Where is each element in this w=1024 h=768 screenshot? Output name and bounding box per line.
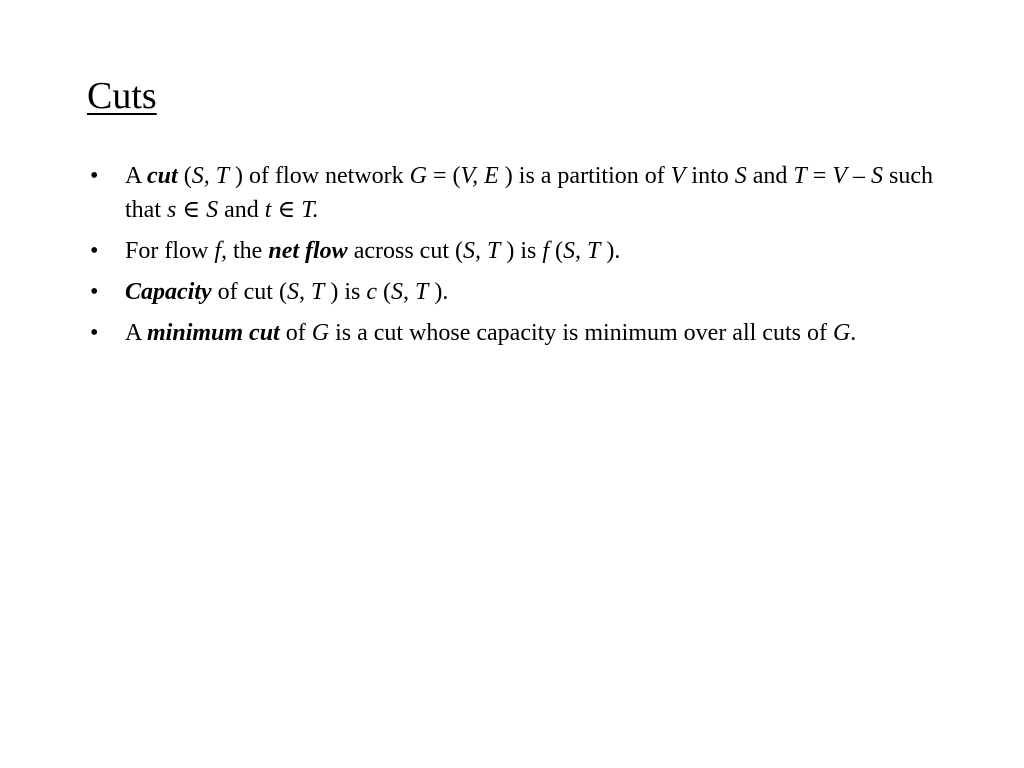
text-segment: S, T <box>390 279 429 305</box>
text-segment: ) is <box>500 238 543 264</box>
text-segment: G <box>832 320 851 346</box>
text-segment: S, T <box>563 238 601 264</box>
text-segment: T <box>793 163 807 189</box>
text-segment: minimum cut <box>147 320 280 346</box>
text-segment: c <box>366 279 377 305</box>
text-segment: V, E <box>460 163 499 189</box>
text-segment: across cut ( <box>347 238 463 264</box>
text-segment: S <box>734 163 747 189</box>
bullet-list <box>90 159 950 357</box>
bullet-text <box>125 279 448 305</box>
text-segment: S, T <box>191 163 230 189</box>
bullet-item <box>90 159 950 227</box>
text-segment: such that <box>125 163 933 223</box>
text-segment: is a cut whose capacity is minimum over all cuts of <box>329 320 833 346</box>
text-segment: t <box>264 197 272 223</box>
bullet-dot-icon: • <box>90 163 99 189</box>
bullet-dot-icon: • <box>90 279 99 305</box>
text-segment: net flow <box>268 238 348 264</box>
text-segment: A <box>125 163 148 189</box>
bullet-text <box>125 163 933 223</box>
text-segment: . <box>850 320 857 346</box>
bullet-text <box>125 238 620 264</box>
bullet-text <box>125 320 856 346</box>
bullet-item <box>90 316 950 350</box>
text-segment: S, T <box>462 238 501 264</box>
bullet-item <box>90 234 950 268</box>
text-segment: S <box>871 163 883 189</box>
text-segment: A <box>125 320 148 346</box>
text-segment: ( <box>177 163 192 189</box>
bullet-dot-icon: • <box>90 238 99 264</box>
text-segment: s <box>167 197 177 223</box>
slide-title: Cuts <box>87 75 157 117</box>
text-segment: T. <box>301 197 319 223</box>
text-segment: f, <box>214 238 228 264</box>
text-segment: V <box>832 163 847 189</box>
text-segment: ∈ <box>176 197 207 223</box>
text-segment: – <box>847 163 871 189</box>
text-segment: ( <box>549 238 564 264</box>
text-segment: ( <box>376 279 391 305</box>
text-segment: For flow <box>125 238 215 264</box>
text-segment: ) is <box>324 279 367 305</box>
text-segment: V <box>670 163 686 189</box>
text-segment: G <box>311 320 330 346</box>
text-segment: f <box>542 238 550 264</box>
text-segment: and <box>218 197 265 223</box>
text-segment: cut <box>147 163 178 189</box>
text-segment: Capacity <box>125 279 212 305</box>
bullet-item <box>90 275 950 309</box>
text-segment: of <box>279 320 312 346</box>
text-segment: and <box>746 163 794 189</box>
bullet-dot-icon: • <box>90 320 99 346</box>
text-segment: = <box>806 163 833 189</box>
text-segment: = ( <box>427 163 461 189</box>
text-segment: ). <box>600 238 621 264</box>
text-segment: S, T <box>286 279 325 305</box>
text-segment: G <box>409 163 428 189</box>
text-segment: S <box>206 197 219 223</box>
text-segment: into <box>685 163 735 189</box>
text-segment: ) is a partition of <box>498 163 671 189</box>
text-segment: ). <box>428 279 449 305</box>
text-segment: ) of flow network <box>229 163 410 189</box>
text-segment: the <box>227 238 269 264</box>
text-segment: of cut ( <box>211 279 287 305</box>
text-segment: ∈ <box>271 197 302 223</box>
